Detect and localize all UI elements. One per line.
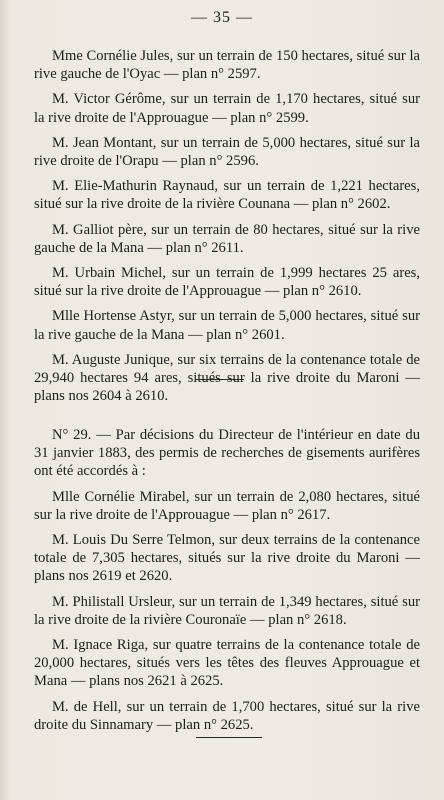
permit-entry: M. Urbain Michel, sur un terrain de 1,999 hectares 25 ares, situé sur la rive droite de l'Approuague — plan n° 2610. <box>34 265 420 300</box>
permit-entry: M. Victor Gérôme, sur un terrain de 1,170 hectares, situé sur la rive droite de l'Approuague — plan n° 2599. <box>34 91 420 126</box>
end-divider <box>196 737 262 738</box>
permit-entry: M. Jean Montant, sur un terrain de 5,000 hectares, situé sur la rive droite de l'Orapu — plan n° 2596. <box>34 134 420 170</box>
permit-entry: M. Galliot père, sur un terrain de 80 hectares, situé sur la rive gauche de la Mana — plan n° 2611. <box>34 221 420 256</box>
permit-entry: Mlle Cornélie Mirabel, sur un terrain de 2,080 hectares, situé sur la rive droite de l'Approuague — plan n° 2617. <box>34 488 420 523</box>
permit-entry: Mme Cornélie Jules, sur un terrain de 150 hectares, situé sur la rive gauche de l'Oyac — plan n° 2597. <box>34 48 420 83</box>
permit-entry: M. de Hell, sur un terrain de 1,700 hectares, situé sur la rive droite du Sinnamary — plan n° 2625. <box>34 698 420 733</box>
permit-entry: M. Elie-Mathurin Raynaud, sur un terrain de 1,221 hectares, situé sur la rive droite de la rivière Counana — plan n° 2602. <box>34 178 420 213</box>
permit-entry: Mlle Hortense Astyr, sur un terrain de 5,000 hectares, situé sur la rive gauche de la Mana — plan n° 2601. <box>34 308 420 343</box>
permit-list-1 <box>34 47 420 412</box>
section-divider <box>196 379 244 380</box>
permit-entry: M. Louis Du Serre Telmon, sur deux terrains de la contenance totale de 7,305 hectares, situés sur la rive droite du Maroni — plans nos 2619 et 2620. <box>34 532 420 585</box>
permit-entry: M. Philistall Ursleur, sur un terrain de 1,349 hectares, situé sur la rive droite de la rivière Couronaïe — plan n° 2618. <box>34 593 420 628</box>
permit-list-2 <box>34 426 420 741</box>
page-number: — 35 — <box>191 9 253 26</box>
decision-intro: N° 29. — Par décisions du Directeur de l'intérieur en date du 31 janvier 1883, des permis de recherches de gisements aurifères ont été accordés à : <box>34 427 420 480</box>
permit-entry: M. Ignace Riga, sur quatre terrains de la contenance totale de 20,000 hectares, situés vers les têtes des fleuves Approuague et Mana — plans nos 2621 à 2625. <box>34 637 420 690</box>
permit-entry: M. Auguste Junique, sur six terrains de la contenance totale de 29,940 hectares 94 ares, situés sur la rive droite du Maroni — plans nos 2604 à 2610. <box>34 351 420 405</box>
